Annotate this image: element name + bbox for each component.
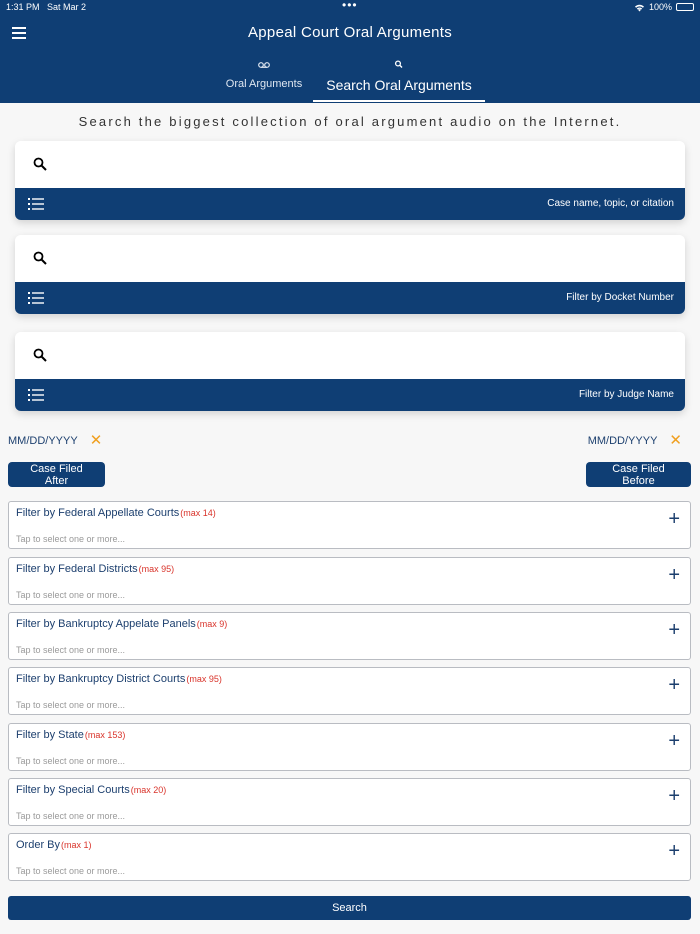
filter-title: Order By [16, 839, 61, 851]
battery-icon [676, 3, 694, 11]
search-button[interactable]: Search [8, 896, 691, 920]
app-title: Appeal Court Oral Arguments [247, 24, 453, 41]
plus-icon[interactable]: + [668, 619, 680, 641]
battery-percent: 100% [648, 2, 672, 12]
filed-after-date [8, 432, 103, 449]
list-icon[interactable] [28, 388, 44, 402]
case-search-input[interactable] [61, 151, 671, 179]
filter-max: (max 95) [138, 564, 175, 574]
search-hint: Case name, topic, or citation [547, 198, 674, 209]
filter-special-courts[interactable] [8, 778, 691, 826]
plus-icon[interactable]: + [668, 730, 680, 752]
filter-bankruptcy-district-courts[interactable] [8, 667, 691, 715]
multitasking-dots-icon[interactable]: ••• [342, 0, 358, 12]
wifi-icon [634, 3, 645, 12]
filed-before-date [587, 432, 682, 449]
search-icon [33, 157, 47, 171]
filter-title: Filter by Bankruptcy District Courts [16, 673, 186, 685]
clear-filed-before-icon[interactable]: ✕ [669, 432, 682, 449]
filed-before-value[interactable]: MM/DD/YYYY [587, 435, 658, 447]
tab-search-oral-arguments[interactable] [313, 58, 485, 103]
filter-max: (max 153) [84, 730, 126, 740]
docket-search-card [15, 235, 685, 314]
docket-search-input[interactable] [61, 245, 671, 273]
tab-oral-arguments[interactable] [220, 58, 308, 90]
filter-placeholder: Tap to select one or more... [16, 645, 126, 655]
filter-title: Filter by State [16, 729, 84, 741]
search-icon [33, 348, 47, 362]
plus-icon[interactable]: + [668, 508, 680, 530]
case-search-card [15, 141, 685, 220]
tab-label: Oral Arguments [225, 78, 303, 90]
judge-search-input[interactable] [61, 342, 671, 370]
search-hint: Filter by Docket Number [566, 292, 674, 303]
filter-placeholder: Tap to select one or more... [16, 534, 126, 544]
search-icon [33, 251, 47, 265]
plus-icon[interactable]: + [668, 564, 680, 586]
filed-after-value[interactable]: MM/DD/YYYY [8, 435, 78, 447]
app-header [0, 0, 700, 103]
filter-max: (max 9) [196, 619, 228, 629]
status-time-date [6, 2, 86, 12]
filter-placeholder: Tap to select one or more... [16, 811, 126, 821]
plus-icon[interactable]: + [668, 674, 680, 696]
filter-title: Filter by Federal Appellate Courts [16, 507, 180, 519]
tab-selected-indicator [313, 100, 485, 102]
status-time: 1:31 PM [6, 2, 40, 12]
judge-search-card [15, 332, 685, 411]
filter-placeholder: Tap to select one or more... [16, 700, 126, 710]
tab-label: Search Oral Arguments [326, 77, 472, 93]
filter-max: (max 95) [186, 674, 222, 684]
status-date: Sat Mar 2 [47, 2, 87, 12]
filter-bankruptcy-appellate-panels[interactable] [8, 612, 691, 660]
list-icon[interactable] [28, 291, 44, 305]
plus-icon[interactable]: + [668, 785, 680, 807]
filter-placeholder: Tap to select one or more... [16, 866, 126, 876]
filter-max: (max 20) [130, 785, 167, 795]
filter-order-by[interactable] [8, 833, 691, 881]
search-icon [313, 58, 485, 70]
status-bar [0, 2, 700, 14]
filter-placeholder: Tap to select one or more... [16, 590, 126, 600]
search-hint: Filter by Judge Name [578, 389, 674, 400]
clear-filed-after-icon[interactable]: ✕ [89, 432, 103, 449]
voicemail-icon [220, 58, 308, 70]
filter-max: (max 14) [180, 508, 216, 518]
list-icon[interactable] [28, 197, 44, 211]
filter-max: (max 1) [61, 840, 92, 850]
case-filed-after-button[interactable]: Case Filed After [8, 462, 105, 487]
filter-state[interactable] [8, 723, 691, 771]
plus-icon[interactable]: + [668, 840, 680, 862]
filter-title: Filter by Special Courts [16, 784, 130, 796]
tagline: Search the biggest collection of oral argument audio on the Internet. [78, 114, 622, 129]
filter-federal-appellate-courts[interactable] [8, 501, 691, 549]
filter-title: Filter by Bankruptcy Appelate Panels [16, 618, 196, 630]
case-filed-before-button[interactable]: Case Filed Before [586, 462, 691, 487]
filter-placeholder: Tap to select one or more... [16, 756, 126, 766]
status-right [634, 2, 694, 12]
filter-title: Filter by Federal Districts [16, 563, 138, 575]
filter-federal-districts[interactable] [8, 557, 691, 605]
